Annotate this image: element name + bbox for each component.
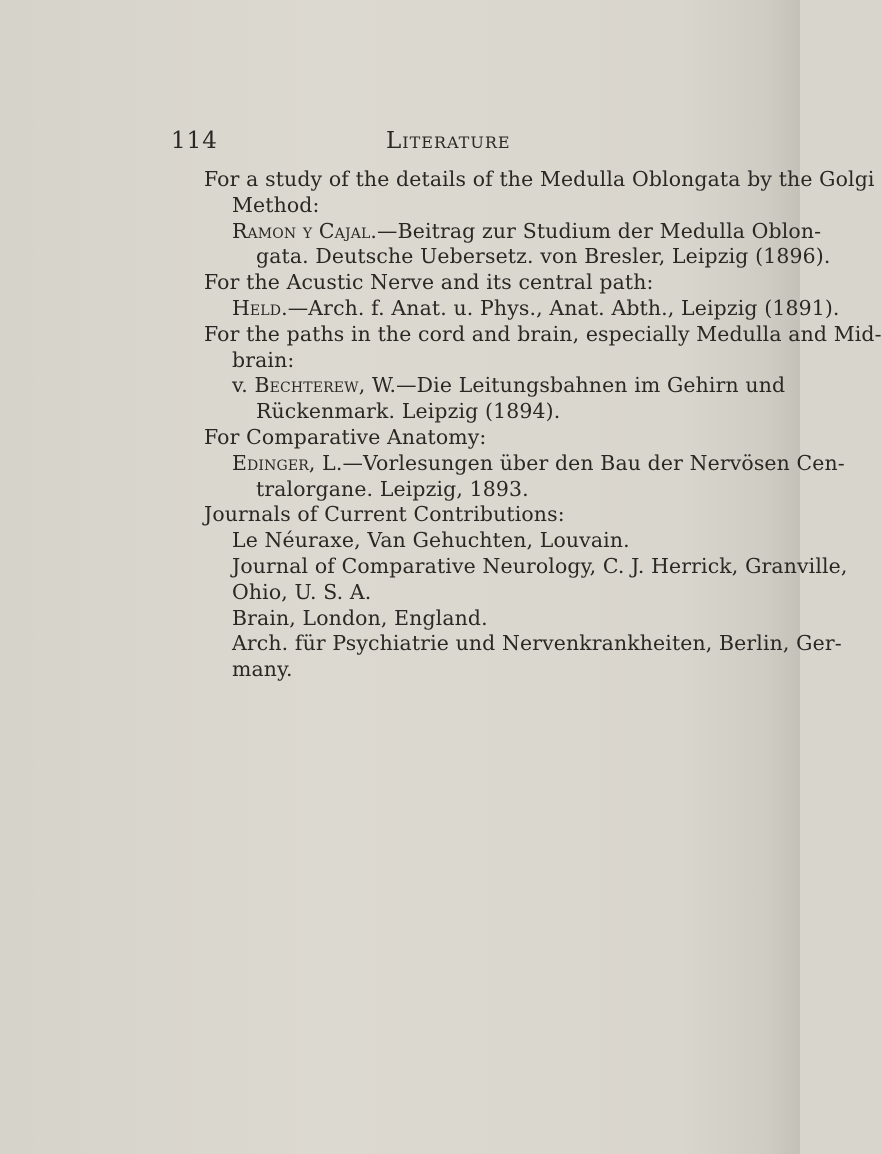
section-heading: Journals of Current Contributions: [204,502,565,527]
journal-entry [204,606,744,632]
section-heading-continued: brain: [232,347,295,372]
reference-author: Held [232,295,282,320]
section-heading: For the Acustic Nerve and its central path: [204,270,654,295]
reference-text: , W.—Die Leitungsbahnen im Gehirn und [358,373,786,398]
journal-text: Arch. für Psychiatrie und Nervenkrankheiten, Berlin, Ger- [232,631,842,656]
page-content [204,167,882,683]
journal-entry [204,528,744,554]
journal-text-continued: Ohio, U. S. A. [232,579,372,604]
reference-entry [204,218,831,271]
journal-text: Journal of Comparative Neurology, C. J. Herrick, Granville, [232,553,848,578]
reference-text-continued: gata. Deutsche Uebersetz. von Bresler, Leipzig (1896). [256,244,831,269]
section-golgi [204,167,875,270]
section-heading-continued: Method: [232,192,320,217]
reference-entry [204,373,786,425]
journal-text-continued: many. [232,657,293,682]
reference-author: Ramon y Cajal [232,218,371,243]
journal-entry [204,631,842,683]
section-title: Literature [386,128,511,154]
page-number: 114 [171,128,218,154]
reference-text-continued: tralorgane. Leipzig, 1893. [256,476,529,501]
journal-text: Le Néuraxe, Van Gehuchten, Louvain. [232,528,630,553]
reference-entry [204,295,840,322]
section-heading: For Comparative Anatomy: [204,424,487,449]
journal-text: Brain, London, England. [232,605,488,630]
section-cord-and-brain [204,321,882,425]
section-acustic-nerve [204,270,840,322]
section-journals [204,502,848,683]
reference-entry [204,450,845,503]
section-heading: For the paths in the cord and brain, especially Medulla and Mid- [204,321,882,346]
running-head [171,128,641,158]
reference-text: , L.—Vorlesungen über den Bau der Nervösen Cen- [308,450,845,475]
reference-text: .—Arch. f. Anat. u. Phys., Anat. Abth., Leipzig (1891). [281,295,840,320]
reference-author: Edinger [232,450,309,475]
reference-text: .—Beitrag zur Studium der Medulla Oblon- [370,218,822,243]
reference-author: Bechterew [254,373,359,398]
journal-entry [204,553,848,606]
section-heading: For a study of the details of the Medulla Oblongata by the Golgi [204,167,875,191]
reference-text-continued: Rückenmark. Leipzig (1894). [256,399,561,424]
reference-prefix: v. [232,373,255,398]
section-comparative-anatomy [204,424,845,502]
